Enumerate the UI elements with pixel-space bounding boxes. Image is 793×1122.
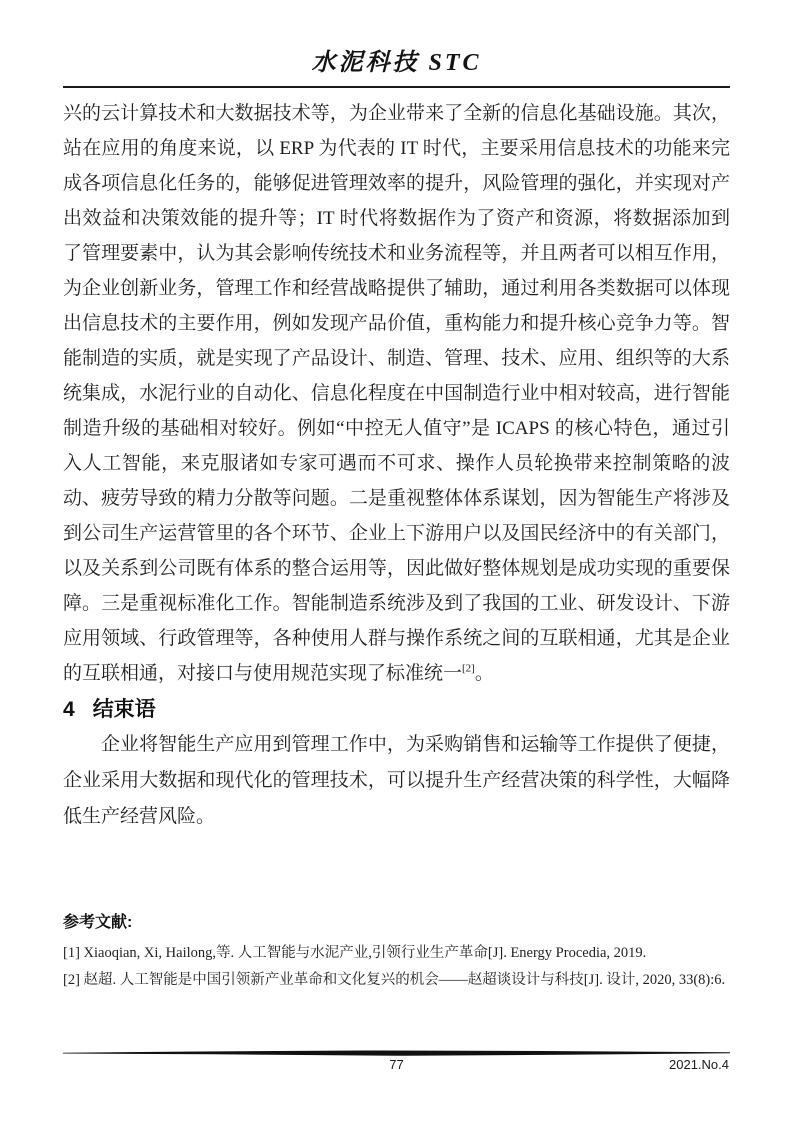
header-rule — [63, 86, 730, 88]
references-section — [63, 912, 735, 994]
body-paragraph-end: 。 — [474, 663, 494, 684]
section-title: 结束语 — [92, 698, 156, 721]
journal-title: 水泥科技 STC — [311, 50, 482, 76]
footer-page-number: 77 — [389, 1057, 404, 1072]
references-heading: 参考文献: — [63, 914, 133, 931]
section-heading — [63, 695, 730, 725]
main-text-column — [63, 96, 730, 835]
section-number: 4 — [63, 698, 75, 721]
conclusion-paragraph: 企业将智能生产应用到管理工作中，为采购销售和运输等工作提供了便捷，企业采用大数据和现代化的管理技术，可以提升生产经营决策的科学性，大幅降低生产经营风险。 — [63, 734, 730, 827]
footer-issue-label: 2021.No.4 — [669, 1057, 729, 1072]
body-paragraph — [63, 96, 730, 691]
reference-item-1: [1] Xiaoqian, Xi, Hailong,等. 人工智能与水泥产业,引领行业生产革命[J]. Energy Procedia, 2019. — [63, 945, 647, 961]
reference-item-2: [2] 赵超. 人工智能是中国引领新产业革命和文化复兴的机会——赵超谈设计与科技[J]. 设计, 2020, 33(8):6. — [63, 972, 726, 988]
footer-rule — [63, 1050, 730, 1056]
citation-superscript: [2] — [462, 662, 475, 675]
body-paragraph-text: 兴的云计算技术和大数据技术等，为企业带来了全新的信息化基础设施。其次，站在应用的角度来说，以 ERP 为代表的 IT 时代，主要采用信息技术的功能来完成各项信息化任务的，能够促进管理效率的提升，风险管理的强化，并实现对产出效益和决策效能的提升等；IT 时代将数据作为了资产和资源，将数据添加到了管理要素中，认为其会影响传统技术和业务流程等，并且两者可以相互作用，为企业创新业务，管理工作和经营战略提供了辅助，通过利用各类数据可以体现出信息技术的主要作用，例如发现产品价值，重构能力和提升核心竞争力等。智能制造的实质，就是实现了产品设计、制造、管理、技术、应用、组织等的大系统集成，水泥行业的自动化、信息化程度在中国制造行业中相对较高，进行智能制造升级的基础相对较好。例如“中控无人值守”是 ICAPS 的核心特色，通过引入人工智能，来克服诸如专家可遇而不可求、操作人员轮换带来控制策略的波动、疲劳导致的精力分散等问题。二是重视整体体系谋划，因为智能生产将涉及到公司生产运营管里的各个环节、企业上下游用户以及国民经济中的有关部门，以及关系到公司既有体系的整合运用等，因此做好整体规划是成功实现的重要保障。三是重视标准化工作。智能制造系统涉及到了我国的工业、研发设计、下游应用领域、行政管理等，各种使用人群与操作系统之间的互联相通，尤其是企业的互联相通，对接口与使用规范实现了标准统一 — [63, 103, 730, 684]
